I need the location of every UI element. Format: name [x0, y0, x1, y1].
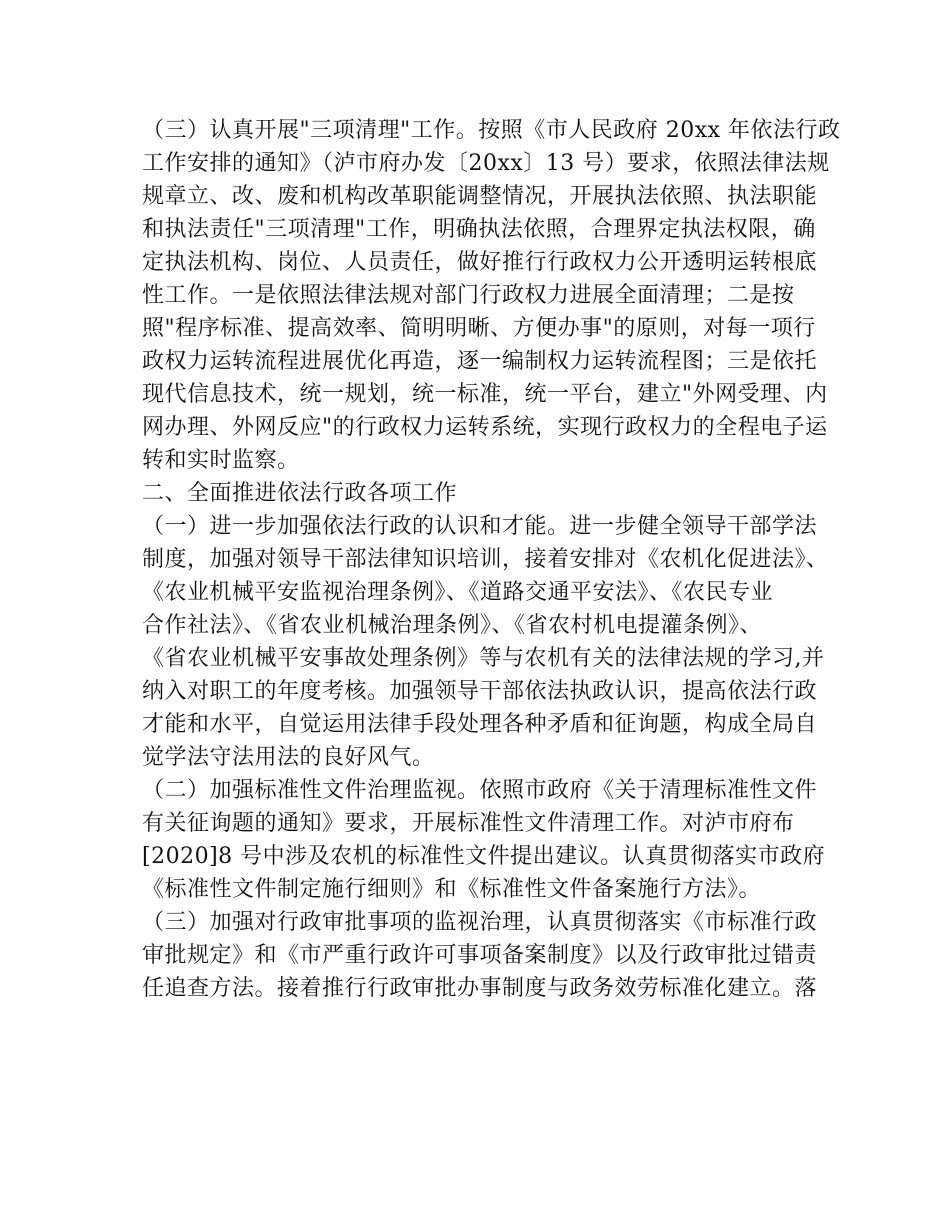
text-line: （一）进一步加强依法行政的认识和才能。进一步健全领导干部学法	[142, 514, 818, 539]
text-line: 任追查方法。接着推行行政审批办事制度与政务效劳标准化建立。落	[142, 976, 818, 1001]
text-line: （三）认真开展"三项清理"工作。按照《市人民政府 20xx 年依法行政	[142, 118, 841, 143]
text-line: 合作社法》、《省农业机械治理条例》、《省农村机电提灌条例》、	[142, 613, 763, 638]
text-line: （三）加强对行政审批事项的监视治理，认真贯彻落实《市标准行政	[142, 910, 818, 935]
text-line: 《标准性文件制定施行细则》和《标准性文件备案施行方法》。	[142, 877, 762, 902]
text-line: 审批规定》和《市严重行政许可事项备案制度》以及行政审批过错责	[142, 943, 818, 968]
text-line: 网办理、外网反应"的行政权力运转系统，实现行政权力的全程电子运	[142, 415, 828, 440]
text-line: [2020]8 号中涉及农机的标准性文件提出建议。认真贯彻落实市政府	[142, 844, 826, 869]
text-line: 《农业机械平安监视治理条例》、《道路交通平安法》、《农民专业	[142, 580, 774, 605]
text-line: 定执法机构、岗位、人员责任，做好推行行政权力公开透明运转根底	[142, 250, 818, 275]
text-line: 和执法责任"三项清理"工作，明确执法依照，合理界定执法权限，确	[142, 217, 816, 242]
text-line: 工作安排的通知》（泸市府办发〔20xx〕13 号）要求，依照法律法规	[142, 151, 830, 176]
text-line: 《省农业机械平安事故处理条例》等与农机有关的法律法规的学习,并	[142, 646, 825, 671]
text-line: （二）加强标准性文件治理监视。依照市政府《关于清理标准性文件	[142, 778, 818, 803]
text-line: 政权力运转流程进展优化再造，逐一编制权力运转流程图；三是依托	[142, 349, 818, 374]
text-line: 性工作。一是依照法律法规对部门行政权力进展全面清理；二是按	[142, 283, 795, 308]
text-line: 觉学法守法用法的良好风气。	[142, 745, 435, 770]
text-line: 制度，加强对领导干部法律知识培训，接着安排对《农机化促进法》、	[142, 547, 829, 572]
text-line: 纳入对职工的年度考核。加强领导干部依法执政认识，提高依法行政	[142, 679, 818, 704]
text-line: 有关征询题的通知》要求，开展标准性文件清理工作。对泸市府布	[142, 811, 795, 836]
document-body	[142, 114, 841, 1005]
text-line: 才能和水平，自觉运用法律手段处理各种矛盾和征询题，构成全局自	[142, 712, 818, 737]
text-line: 现代信息技术，统一规划，统一标准，统一平台，建立"外网受理、内	[142, 382, 828, 407]
text-line: 照"程序标准、提高效率、简明明晰、方便办事"的原则，对每一项行	[142, 316, 816, 341]
text-line: 规章立、改、废和机构改革职能调整情况，开展执法依照、执法职能	[142, 184, 818, 209]
text-line: 转和实时监察。	[142, 448, 300, 473]
section-heading: 二、全面推进依法行政各项工作	[142, 481, 458, 506]
